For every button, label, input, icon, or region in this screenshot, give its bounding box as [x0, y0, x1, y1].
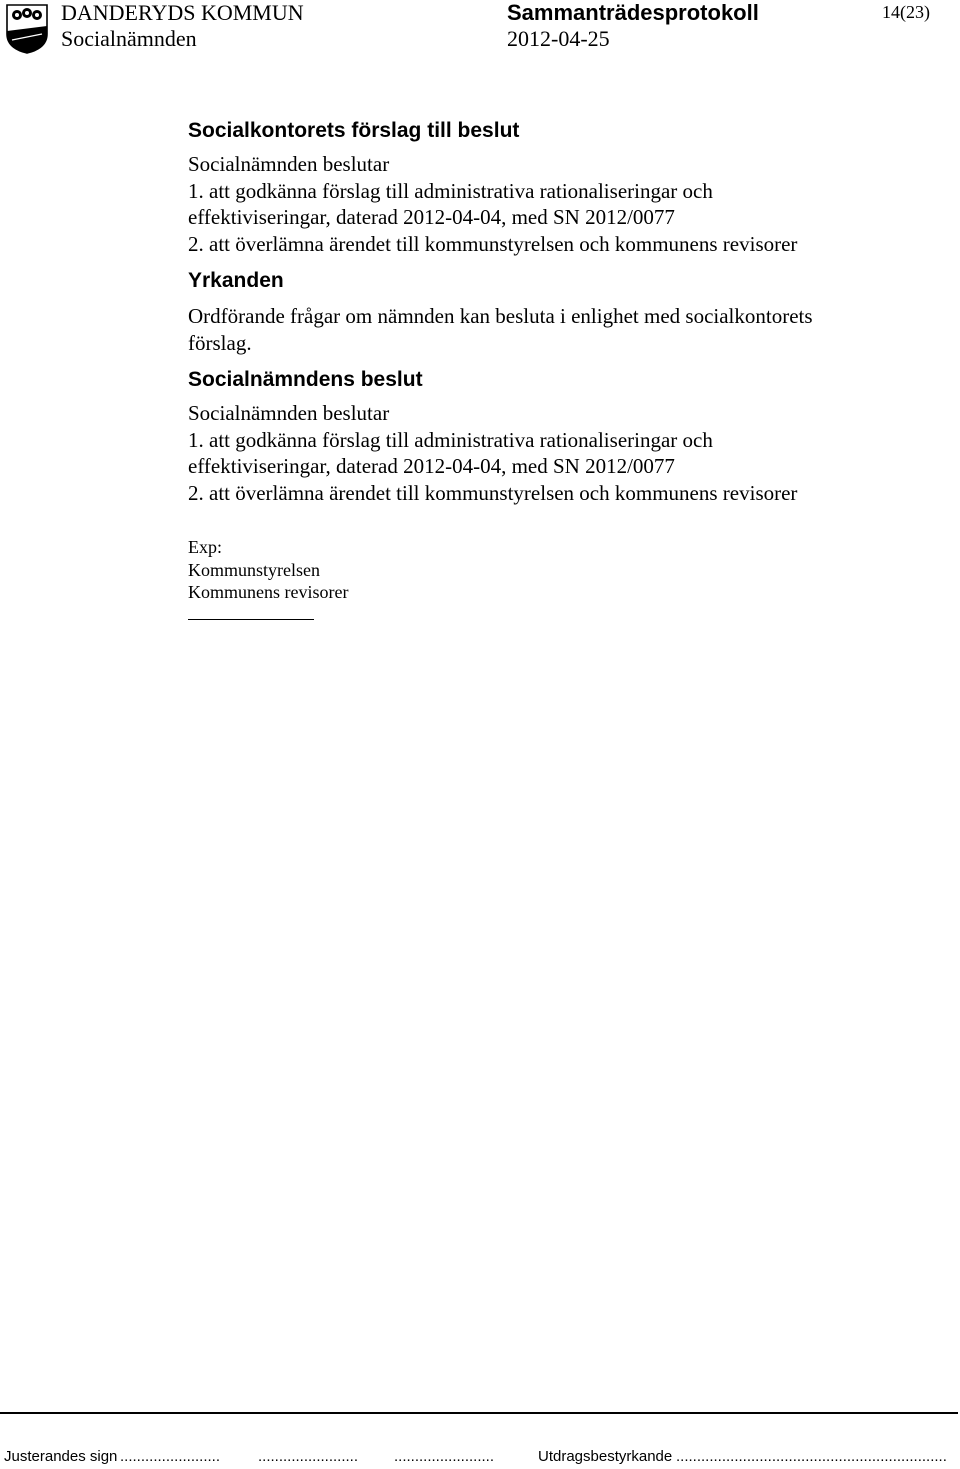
section-heading: Socialnämndens beslut [188, 368, 423, 391]
decision-intro: Socialnämnden beslutar [188, 152, 390, 176]
decision-intro: Socialnämnden beslutar [188, 401, 390, 425]
document-type: Sammanträdesprotokoll [507, 0, 759, 25]
footer-divider [0, 1412, 958, 1414]
board-name: Socialnämnden [61, 26, 197, 51]
section-heading: Yrkanden [188, 269, 284, 292]
protocol-body [188, 117, 908, 620]
signature-dots: ................................................................. [676, 1448, 947, 1465]
justerandes-sign-label: Justerandes sign [4, 1448, 118, 1465]
decision-item-line: effektiviseringar, daterad 2012-04-04, med SN 2012/0077 [188, 454, 675, 478]
motion-text-line: förslag. [188, 330, 252, 355]
signature-dots: ........................ [120, 1448, 221, 1465]
motion-text-line: Ordförande frågar om nämnden kan besluta i enlighet med socialkontorets [188, 304, 813, 328]
decision-item-line: 2. att överlämna ärendet till kommunstyrelsen och kommunens revisorer [188, 231, 798, 256]
signature-dots: ........................ [394, 1448, 495, 1465]
utdragsbestyrkande-label: Utdragsbestyrkande [538, 1448, 673, 1465]
meeting-date: 2012-04-25 [507, 26, 610, 51]
decision-item-line: 1. att godkänna förslag till administrativa rationaliseringar och [188, 178, 713, 203]
decision-item-line: 1. att godkänna förslag till administrativa rationaliseringar och [188, 427, 713, 452]
expedition-list [188, 536, 908, 620]
page-number: 14(23) [882, 2, 930, 22]
expedition-recipient: Kommunstyrelsen [188, 559, 320, 580]
municipality-coat-of-arms-logo [6, 4, 48, 54]
expedition-label: Exp: [188, 537, 222, 557]
decision-item-line: effektiviseringar, daterad 2012-04-04, med SN 2012/0077 [188, 205, 675, 229]
decision-item-line: 2. att överlämna ärendet till kommunstyrelsen och kommunens revisorer [188, 480, 798, 505]
municipality-name: DANDERYDS KOMMUN [61, 0, 304, 25]
end-rule [188, 619, 314, 620]
expedition-recipient: Kommunens revisorer [188, 582, 349, 602]
signature-dots: ........................ [258, 1448, 359, 1465]
section-heading: Socialkontorets förslag till beslut [188, 119, 520, 142]
